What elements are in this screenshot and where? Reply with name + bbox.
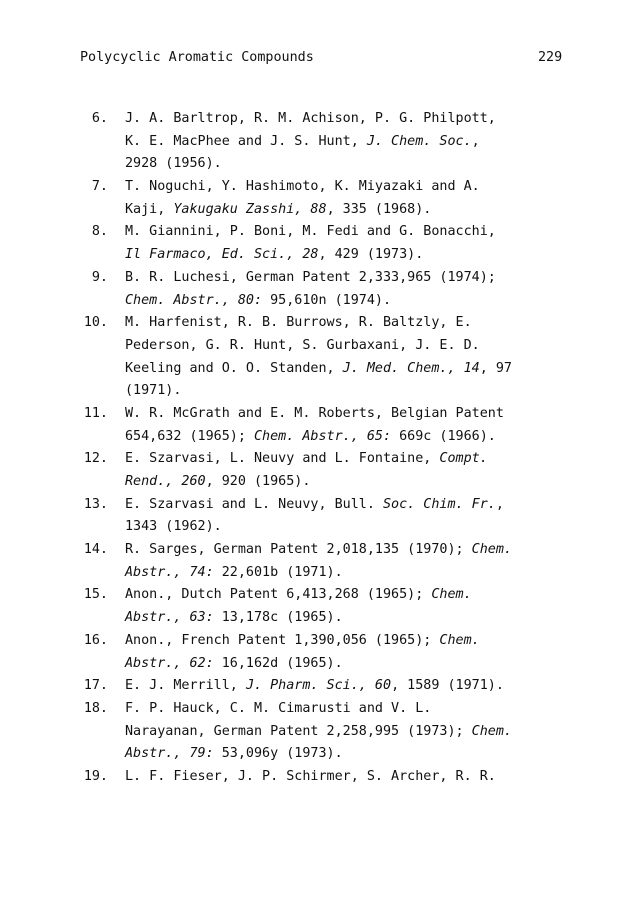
reference-item <box>0 108 496 176</box>
citation-text: , 429 (1973). <box>318 247 424 263</box>
reference-item <box>0 630 480 675</box>
reference-line <box>125 244 512 267</box>
reference-item <box>0 584 472 629</box>
reference-line <box>125 380 512 403</box>
journal-citation-text: Chem. Abstr., 65: <box>254 428 392 444</box>
citation-text: 95,610n (1974). <box>262 292 392 308</box>
reference-line <box>125 312 512 335</box>
reference-line <box>125 448 512 471</box>
reference-number: 12. <box>83 451 108 467</box>
citation-text: 16,162d (1965). <box>213 655 343 671</box>
reference-number: 10. <box>83 315 108 331</box>
citation-text: Anon., Dutch Patent 6,413,268 (1965); <box>125 587 432 603</box>
page-number: 229 <box>538 50 563 65</box>
reference-number: 6. <box>91 111 108 126</box>
reference-item <box>0 675 504 698</box>
citation-text: L. F. Fieser, J. P. Schirmer, S. Archer, R. R. <box>125 768 496 784</box>
reference-number: 7. <box>91 179 108 195</box>
reference-line <box>125 199 512 222</box>
reference-line <box>125 562 512 585</box>
reference-line <box>125 653 512 676</box>
reference-item <box>0 221 496 266</box>
reference-line <box>125 766 512 789</box>
journal-citation-text: Chem. <box>431 587 472 603</box>
reference-item <box>0 267 496 312</box>
reference-number: 8. <box>91 224 108 240</box>
citation-text: M. Giannini, P. Boni, M. Fedi and G. Bonacchi, <box>125 224 496 240</box>
reference-number: 19. <box>83 768 108 784</box>
reference-line <box>125 607 512 630</box>
citation-text: E. Szarvasi and L. Neuvy, Bull. <box>125 496 383 512</box>
citation-text: T. Noguchi, Y. Hashimoto, K. Miyazaki and A. <box>125 179 480 195</box>
journal-citation-text: J. Chem. Soc. <box>366 133 472 149</box>
reference-line <box>125 267 512 290</box>
reference-line <box>125 221 512 244</box>
citation-text: R. Sarges, German Patent 2,018,135 (1970); <box>125 542 472 558</box>
reference-line <box>125 358 512 381</box>
reference-item <box>0 539 512 584</box>
journal-citation-text: Chem. <box>471 542 512 558</box>
citation-text: 654,632 (1965); <box>125 428 254 444</box>
reference-number: 14. <box>83 542 108 558</box>
citation-text: W. R. McGrath and E. M. Roberts, Belgian Patent <box>125 405 504 421</box>
journal-citation-text: Soc. Chim. Fr. <box>382 496 496 512</box>
citation-text: , 97 <box>479 360 512 376</box>
citation-text: J. A. Barltrop, R. M. Achison, P. G. Philpott, <box>125 111 496 126</box>
reference-item <box>0 494 504 539</box>
citation-text: F. P. Hauck, C. M. Cimarusti and V. L. <box>125 700 432 716</box>
reference-item <box>0 176 480 221</box>
reference-line <box>125 426 512 449</box>
citation-text: M. Harfenist, R. B. Burrows, R. Baltzly, E. <box>125 315 472 331</box>
reference-number: 9. <box>91 269 108 285</box>
citation-text: E. J. Merrill, <box>125 678 246 694</box>
citation-text: B. R. Luchesi, German Patent 2,333,965 (1974); <box>125 269 496 285</box>
citation-text: Anon., French Patent 1,390,056 (1965); <box>125 632 440 648</box>
reference-item <box>0 312 512 403</box>
reference-line <box>125 494 512 517</box>
reference-item <box>0 766 496 789</box>
journal-citation-text: Abstr., 79: <box>125 746 214 762</box>
reference-line <box>125 698 512 721</box>
journal-citation-text: Abstr., 74: <box>125 564 214 580</box>
reference-number: 17. <box>83 678 108 694</box>
citation-text: , <box>495 496 504 512</box>
reference-line <box>125 584 512 607</box>
journal-citation-text: Rend., 260 <box>125 474 206 489</box>
reference-line <box>125 176 512 199</box>
reference-number: 16. <box>83 632 108 648</box>
running-head: Polycyclic Aromatic Compounds <box>80 50 314 65</box>
journal-citation-text: Compt. <box>439 451 488 467</box>
citation-text: 1343 (1962). <box>125 519 222 535</box>
reference-line <box>125 131 512 154</box>
citation-text: Pederson, G. R. Hunt, S. Gurbaxani, J. E. D. <box>125 337 480 353</box>
reference-line <box>125 471 512 494</box>
reference-line <box>125 290 512 313</box>
reference-line <box>125 108 512 131</box>
reference-line <box>125 516 512 539</box>
reference-item <box>0 448 488 493</box>
reference-item <box>0 403 504 448</box>
reference-line <box>125 539 512 562</box>
reference-number: 13. <box>83 496 108 512</box>
citation-text: K. E. MacPhee and J. S. Hunt, <box>125 133 367 149</box>
reference-line <box>125 403 512 426</box>
reference-number: 18. <box>83 700 108 716</box>
citation-text: 53,096y (1973). <box>213 746 343 762</box>
journal-citation-text: Abstr., 63: <box>125 610 214 626</box>
citation-text: , 1589 (1971). <box>391 678 504 694</box>
journal-citation-text: Abstr., 62: <box>125 655 214 671</box>
reference-number: 15. <box>83 587 108 603</box>
citation-text: 669c (1966). <box>391 428 496 444</box>
citation-text: , 920 (1965). <box>205 474 311 489</box>
citation-text: (1971). <box>125 383 182 399</box>
citation-text: Narayanan, German Patent 2,258,995 (1973); <box>125 723 472 739</box>
reference-line <box>125 675 512 698</box>
reference-number: 11. <box>83 405 108 421</box>
citation-text: , 335 (1968). <box>326 201 432 217</box>
citation-text: E. Szarvasi, L. Neuvy and L. Fontaine, <box>125 451 440 467</box>
reference-line <box>125 630 512 653</box>
journal-citation-text: J. Med. Chem., 14 <box>342 360 480 376</box>
citation-text: , <box>471 133 480 149</box>
reference-list <box>0 108 512 789</box>
citation-text: 13,178c (1965). <box>213 610 343 626</box>
journal-citation-text: J. Pharm. Sci., 60 <box>245 678 392 694</box>
journal-citation-text: Chem. Abstr., 80: <box>125 292 263 308</box>
reference-line <box>125 721 512 744</box>
reference-line <box>125 335 512 358</box>
citation-text: 2928 (1956). <box>125 156 222 172</box>
citation-text: Kaji, <box>125 201 174 217</box>
journal-citation-text: Chem. <box>471 723 512 739</box>
reference-line <box>125 743 512 766</box>
citation-text: 22,601b (1971). <box>213 564 343 580</box>
journal-citation-text: Yakugaku Zasshi, 88 <box>173 201 327 217</box>
reference-item <box>0 698 512 766</box>
journal-citation-text: Il Farmaco, Ed. Sci., 28 <box>125 247 319 263</box>
journal-citation-text: Chem. <box>439 632 480 648</box>
citation-text: Keeling and O. O. Standen, <box>125 360 343 376</box>
reference-line <box>125 153 512 176</box>
